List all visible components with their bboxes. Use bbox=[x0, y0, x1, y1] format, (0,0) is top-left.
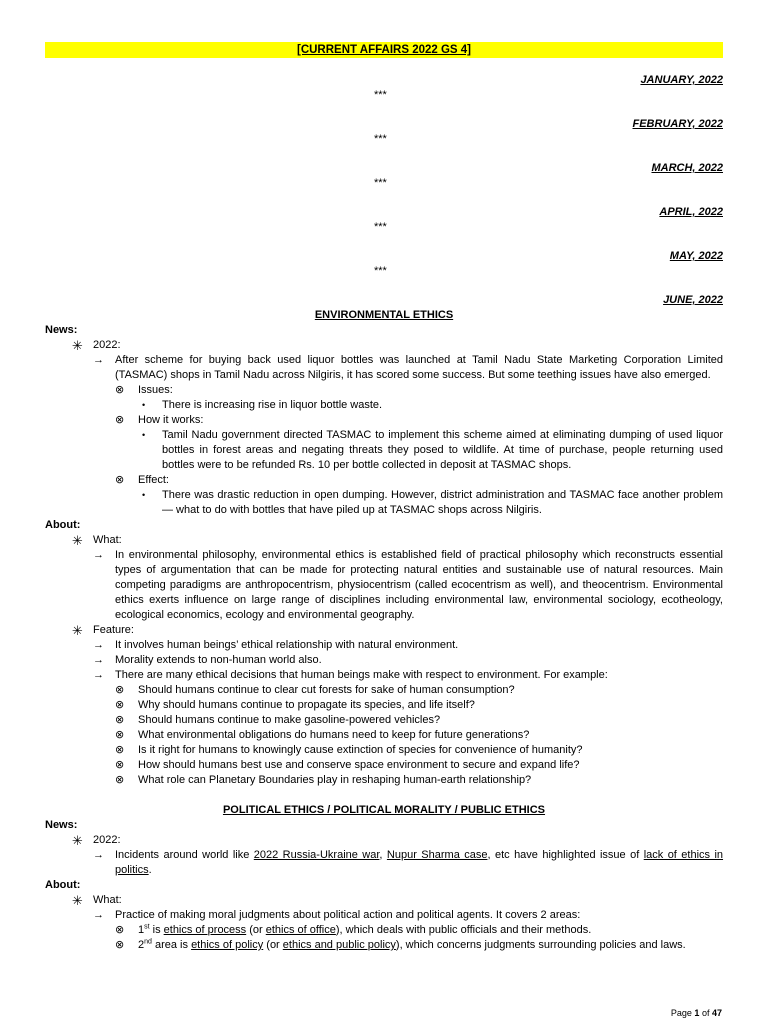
what-label: What: bbox=[93, 894, 122, 906]
list-item bbox=[45, 338, 723, 353]
year-label: 2022: bbox=[93, 339, 121, 351]
year-label: 2022: bbox=[93, 834, 121, 846]
what-text: Practice of making moral judgments about political action and political agents. It covers 2 areas: bbox=[115, 909, 581, 921]
list-item bbox=[45, 893, 723, 908]
list-item bbox=[45, 848, 723, 878]
what-label: What: bbox=[93, 534, 122, 546]
bullet-icon: • bbox=[142, 490, 146, 500]
month-heading: JUNE, 2022 bbox=[663, 294, 723, 306]
star-bullet-icon: ✳ bbox=[72, 833, 83, 848]
about-label: About: bbox=[45, 519, 81, 531]
list-item bbox=[45, 938, 723, 953]
list-item bbox=[45, 398, 723, 413]
how-text: Tamil Nadu government directed TASMAC to implement this scheme aimed at eliminating dumping of used liquor bottles in forest areas and negating threats they posed to wildlife. At time of purchase, people returning used bottles were to be refunded Rs. 10 per bottle collected in deposit at TASMAC shops. bbox=[162, 429, 723, 471]
arrow-icon: → bbox=[93, 549, 104, 561]
separator-stars: *** bbox=[374, 221, 387, 233]
arrow-icon: → bbox=[93, 654, 104, 666]
of-label: of bbox=[701, 1008, 710, 1018]
underlined-term: ethics of office bbox=[265, 924, 336, 936]
bullet-icon: • bbox=[142, 430, 146, 440]
document-header: [CURRENT AFFAIRS 2022 GS 4] bbox=[45, 42, 723, 58]
page-number: 1 bbox=[694, 1008, 700, 1018]
news-text: , bbox=[379, 849, 387, 861]
list-item bbox=[45, 623, 723, 638]
how-label: How it works: bbox=[138, 414, 204, 426]
feature-text: It involves human beings’ ethical relationship with natural environment. bbox=[115, 639, 459, 651]
page-label: Page bbox=[670, 1008, 692, 1018]
circle-x-icon: ⊗ bbox=[115, 939, 125, 951]
underlined-term: Nupur Sharma case bbox=[386, 849, 488, 861]
ordinal-number: 1 bbox=[138, 924, 145, 936]
effect-text: There was drastic reduction in open dumping. However, district administration and TASMAC face another problem — what to do with bottles that have piled up at TASMAC shops across Nilgiris. bbox=[162, 489, 723, 516]
underlined-term: ethics of policy bbox=[191, 939, 264, 951]
bullet-icon: • bbox=[142, 400, 146, 410]
circle-x-icon: ⊗ bbox=[115, 384, 125, 396]
question-text: Should humans continue to clear cut forests for sake of human consumption? bbox=[138, 684, 515, 696]
circle-x-icon: ⊗ bbox=[115, 684, 125, 696]
page-footer bbox=[671, 1006, 722, 1021]
list-item bbox=[45, 758, 723, 773]
list-item bbox=[45, 698, 723, 713]
star-bullet-icon: ✳ bbox=[72, 338, 83, 353]
feature-label: Feature: bbox=[93, 624, 134, 636]
ordinal-number: 2 bbox=[138, 939, 145, 951]
circle-x-icon: ⊗ bbox=[115, 744, 125, 756]
underlined-term: ethics of process bbox=[163, 924, 247, 936]
circle-x-icon: ⊗ bbox=[115, 474, 125, 486]
list-item bbox=[45, 773, 723, 788]
list-item bbox=[45, 488, 723, 518]
list-item bbox=[45, 533, 723, 548]
news-text: Incidents around world like bbox=[115, 849, 254, 861]
arrow-icon: → bbox=[93, 354, 104, 366]
news-text: . bbox=[148, 864, 152, 876]
month-heading: FEBRUARY, 2022 bbox=[632, 118, 723, 130]
list-item bbox=[45, 548, 723, 623]
list-item bbox=[45, 638, 723, 653]
separator-stars: *** bbox=[374, 265, 387, 277]
page-total: 47 bbox=[711, 1008, 722, 1018]
underlined-term: 2022 Russia-Ukraine war bbox=[253, 849, 380, 861]
circle-x-icon: ⊗ bbox=[115, 774, 125, 786]
list-item bbox=[45, 683, 723, 698]
area-text: area is bbox=[151, 939, 192, 951]
list-item bbox=[45, 833, 723, 848]
circle-x-icon: ⊗ bbox=[115, 699, 125, 711]
feature-text: Morality extends to non-human world also. bbox=[115, 654, 322, 666]
arrow-icon: → bbox=[93, 909, 104, 921]
area-text: (or bbox=[246, 924, 266, 936]
month-heading: JANUARY, 2022 bbox=[640, 74, 723, 86]
effect-label: Effect: bbox=[138, 474, 169, 486]
circle-x-icon: ⊗ bbox=[115, 924, 125, 936]
circle-x-icon: ⊗ bbox=[115, 714, 125, 726]
document-page bbox=[45, 42, 723, 953]
question-text: What role can Planetary Boundaries play in reshaping human-earth relationship? bbox=[138, 774, 532, 786]
section-title-political-ethics: POLITICAL ETHICS / POLITICAL MORALITY / PUBLIC ETHICS bbox=[222, 804, 546, 816]
issues-text: There is increasing rise in liquor bottle waste. bbox=[162, 399, 383, 411]
month-heading: APRIL, 2022 bbox=[659, 206, 723, 218]
list-item bbox=[45, 923, 723, 938]
separator-stars: *** bbox=[374, 89, 387, 101]
star-bullet-icon: ✳ bbox=[72, 893, 83, 908]
month-heading: MARCH, 2022 bbox=[651, 162, 723, 174]
question-text: Why should humans continue to propagate its species, and life itself? bbox=[138, 699, 475, 711]
news-label: News: bbox=[45, 324, 78, 336]
area-text: is bbox=[149, 924, 164, 936]
ordinal-suffix: st bbox=[144, 923, 150, 931]
issues-label: Issues: bbox=[138, 384, 173, 396]
list-item bbox=[45, 428, 723, 473]
underlined-term: ethics and public policy bbox=[282, 939, 396, 951]
circle-x-icon: ⊗ bbox=[115, 414, 125, 426]
arrow-icon: → bbox=[93, 849, 104, 861]
underlined-term: lack of ethics in politics bbox=[115, 849, 724, 876]
list-item bbox=[45, 743, 723, 758]
list-item bbox=[45, 413, 723, 428]
area-text: ), which deals with public officials and their methods. bbox=[335, 924, 592, 936]
circle-x-icon: ⊗ bbox=[115, 759, 125, 771]
ordinal-suffix: nd bbox=[144, 938, 152, 946]
circle-x-icon: ⊗ bbox=[115, 729, 125, 741]
question-text: Is it right for humans to knowingly cause extinction of species for convenience of humanity? bbox=[138, 744, 583, 756]
star-bullet-icon: ✳ bbox=[72, 623, 83, 638]
list-item bbox=[45, 653, 723, 668]
question-text: What environmental obligations do humans need to keep for future generations? bbox=[138, 729, 530, 741]
section-title-environmental-ethics: ENVIRONMENTAL ETHICS bbox=[314, 309, 454, 321]
list-item bbox=[45, 353, 723, 383]
list-item bbox=[45, 728, 723, 743]
arrow-icon: → bbox=[93, 639, 104, 651]
list-item bbox=[45, 668, 723, 683]
list-item bbox=[45, 713, 723, 728]
news-label: News: bbox=[45, 819, 78, 831]
list-item bbox=[45, 908, 723, 923]
question-text: How should humans best use and conserve space environment to secure and expand life? bbox=[138, 759, 580, 771]
news-text: , etc have highlighted issue of bbox=[487, 849, 644, 861]
month-heading: MAY, 2022 bbox=[669, 250, 723, 262]
separator-stars: *** bbox=[374, 133, 387, 145]
area-text: ), which concerns judgments surrounding policies and laws. bbox=[395, 939, 686, 951]
separator-stars: *** bbox=[374, 177, 387, 189]
list-item bbox=[45, 473, 723, 488]
area-text: (or bbox=[263, 939, 283, 951]
list-item bbox=[45, 383, 723, 398]
question-text: Should humans continue to make gasoline-powered vehicles? bbox=[138, 714, 441, 726]
arrow-icon: → bbox=[93, 669, 104, 681]
about-label: About: bbox=[45, 879, 81, 891]
what-text: In environmental philosophy, environmental ethics is established field of practical philosophy which reconstructs essential types of argumentation that can be made for protecting natural entities and sustainable use of natural resources. Main competing paradigms are anthropocentrism, physiocentrism (called ecocentrism as well), and theocentrism. Environmental ethics exerts influence on large range of disciplines including environmental law, environmental sociology, ecotheology, ecological economics, ecology and environmental geography. bbox=[115, 549, 723, 621]
star-bullet-icon: ✳ bbox=[72, 533, 83, 548]
feature-text: There are many ethical decisions that human beings make with respect to environment. For example: bbox=[115, 669, 608, 681]
news-text: After scheme for buying back used liquor bottles was launched at Tamil Nadu State Marketing Corporation Limited (TASMAC) shops in Tamil Nadu across Nilgiris, it has scored some success. But some teething issues have also emerged. bbox=[115, 354, 723, 381]
